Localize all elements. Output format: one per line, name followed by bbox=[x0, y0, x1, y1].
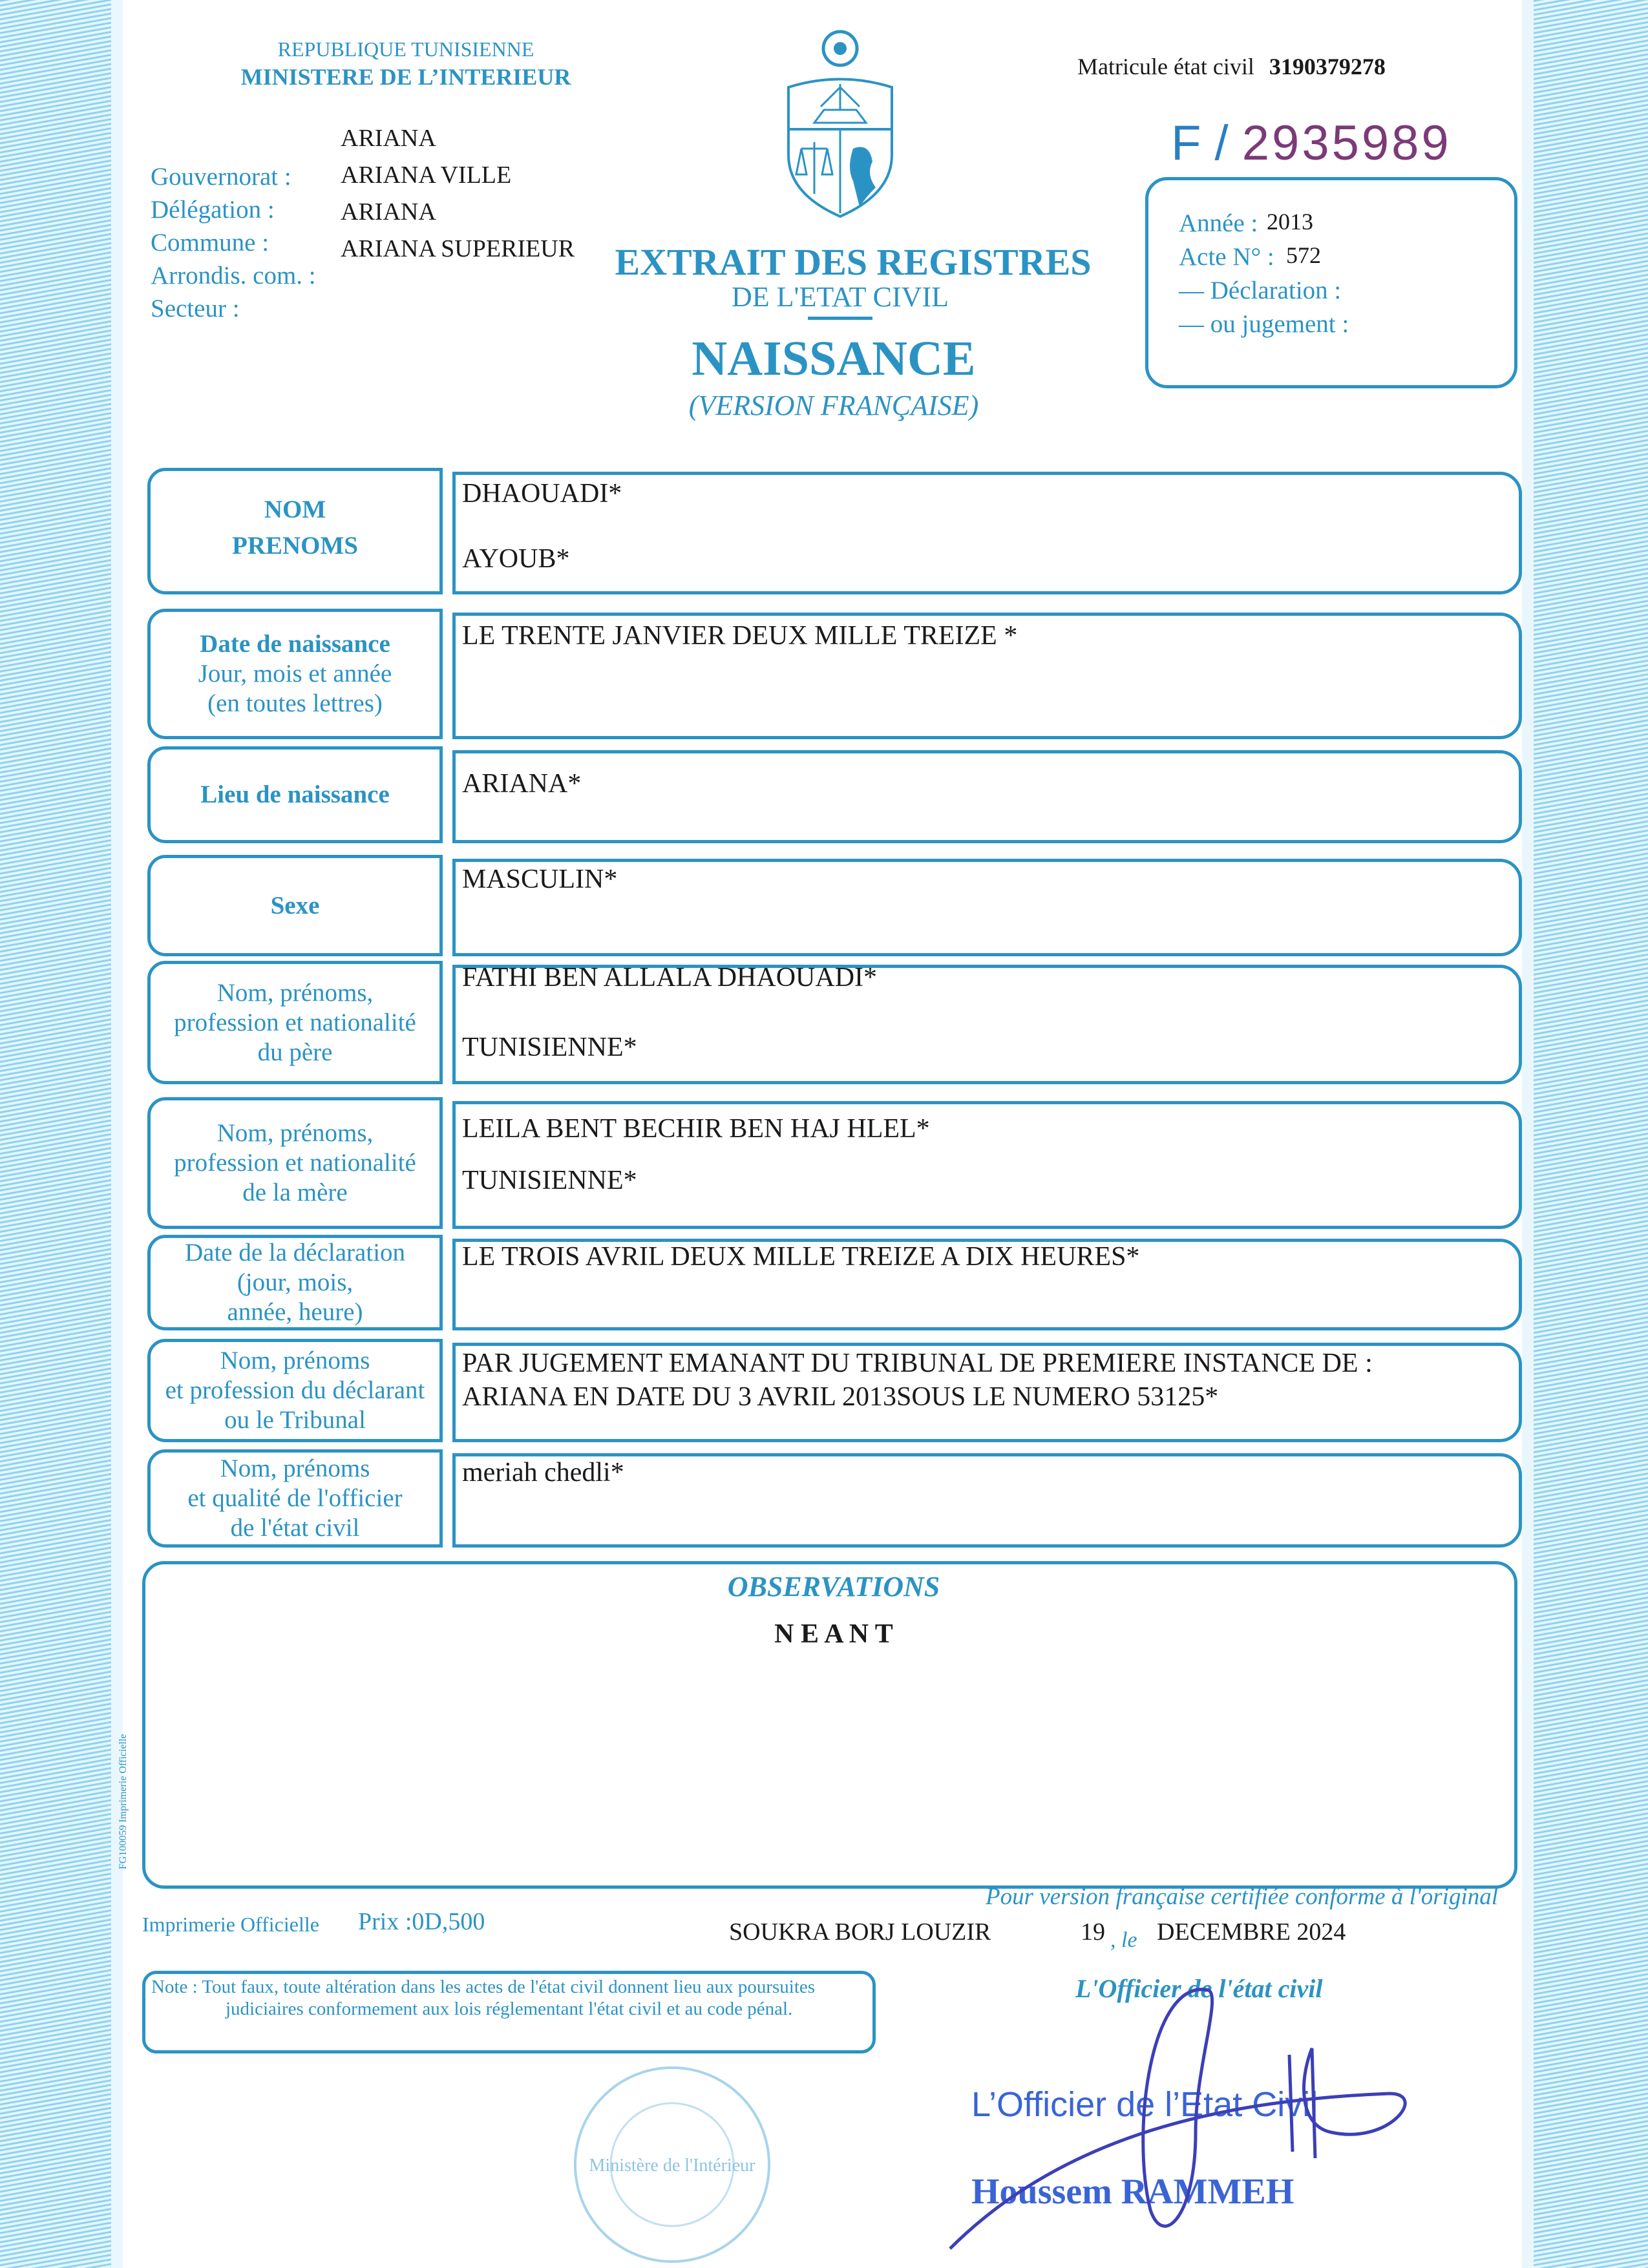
location-labels bbox=[151, 160, 316, 325]
row-mere-value: TUNISIENNE* bbox=[462, 1166, 637, 1195]
le-label: , le bbox=[1110, 1928, 1137, 1952]
observations-label: OBSERVATIONS bbox=[727, 1571, 940, 1602]
republic-label: REPUBLIQUE TUNISIENNE bbox=[277, 37, 534, 61]
serial-number bbox=[1171, 115, 1452, 171]
acte-label: Acte N° : bbox=[1179, 243, 1274, 271]
row-mere-label-line: de la mère bbox=[242, 1179, 348, 1206]
serial-prefix: F / bbox=[1171, 116, 1229, 171]
row-declarant-label bbox=[147, 1339, 443, 1442]
row-date-label-line: Date de naissance bbox=[200, 630, 390, 658]
certified-text: Pour version française certifiée conforme à l'original bbox=[986, 1884, 1499, 1910]
commune-value: ARIANA SUPERIEUR bbox=[341, 235, 575, 262]
row-declarant-label-line: ou le Tribunal bbox=[224, 1406, 366, 1434]
row-officier-value: meriah chedli* bbox=[462, 1458, 624, 1487]
delegation-value: ARIANA bbox=[341, 198, 436, 226]
acte-labels bbox=[1179, 207, 1349, 341]
row-declarant-value: PAR JUGEMENT EMANANT DU TRIBUNAL DE PREMIERE INSTANCE DE : bbox=[462, 1349, 1373, 1378]
row-declarant-label-line: et profession du déclarant bbox=[165, 1376, 425, 1404]
row-date-value: LE TRENTE JANVIER DEUX MILLE TREIZE * bbox=[462, 621, 1018, 651]
date-value: DECEMBRE 2024 bbox=[1157, 1918, 1346, 1946]
row-officier-label-line: Nom, prénoms bbox=[220, 1454, 370, 1482]
matricule-value: 3190379278 bbox=[1269, 54, 1386, 79]
row-declaration-label-line: (jour, mois, bbox=[237, 1268, 354, 1296]
tunisia-coat-of-arms-icon bbox=[776, 26, 905, 220]
officer-title: L'Officier de l'état civil bbox=[1075, 1974, 1323, 2003]
matricule bbox=[1077, 53, 1386, 80]
left-guilloche-border bbox=[0, 0, 123, 2268]
stamp-officer-title: L’Officier de l’Etat Civil bbox=[971, 2085, 1318, 2124]
row-lieu-value: ARIANA* bbox=[462, 769, 582, 799]
commune-label: Commune : bbox=[151, 229, 269, 257]
observations-value: N E A N T bbox=[774, 1619, 893, 1649]
signature-icon bbox=[937, 1938, 1454, 2262]
row-declaration-label bbox=[147, 1235, 443, 1330]
row-date-label bbox=[147, 609, 443, 739]
row-nom-value: AYOUB* bbox=[462, 544, 570, 574]
jugement-label: — ou jugement : bbox=[1179, 310, 1349, 338]
printer-label: Imprimerie Officielle bbox=[142, 1913, 319, 1936]
row-pere-label-line: profession et nationalité bbox=[174, 1008, 416, 1036]
title-version: (VERSION FRANÇAISE) bbox=[688, 390, 979, 421]
stamp-officer-name: Houssem RAMMEH bbox=[971, 2172, 1294, 2212]
row-pere-value: FATHI BEN ALLALA DHAOUADI* bbox=[462, 963, 878, 992]
row-pere-value: TUNISIENNE* bbox=[462, 1033, 637, 1062]
row-nom-label-line: NOM bbox=[264, 496, 326, 523]
title-naissance: NAISSANCE bbox=[692, 331, 976, 386]
row-date-label-line: (en toutes lettres) bbox=[207, 689, 383, 717]
day-value: 19 bbox=[1081, 1918, 1105, 1946]
row-declaration-value: LE TROIS AVRIL DEUX MILLE TREIZE A DIX HEURES* bbox=[462, 1242, 1140, 1272]
gouvernorat-label: Gouvernorat : bbox=[151, 163, 291, 191]
gouvernorat-value: ARIANA VILLE bbox=[341, 162, 512, 189]
ministry-label: MINISTERE DE L’INTERIEUR bbox=[240, 64, 571, 90]
row-officier-label bbox=[147, 1449, 443, 1548]
row-date-label-line: Jour, mois et année bbox=[198, 660, 392, 688]
annee-value: 2013 bbox=[1267, 209, 1313, 235]
matricule-label: Matricule état civil bbox=[1077, 54, 1254, 79]
annee-label: Année : bbox=[1179, 209, 1258, 237]
legal-note: Note : Tout faux, toute altération dans les actes de l'état civil donnent lieu aux poursuites judiciaires conformement aux lois réglementant l'état civil et au code pénal. bbox=[151, 1977, 816, 2019]
row-declaration-label-line: Date de la déclaration bbox=[184, 1239, 406, 1266]
row-nom-value: DHAOUADI* bbox=[462, 479, 622, 509]
row-pere-label bbox=[147, 961, 443, 1084]
row-sexe-label bbox=[147, 855, 443, 956]
row-pere-label-line: du père bbox=[257, 1038, 333, 1066]
title-etat-civil: DE L'ETAT CIVIL bbox=[732, 281, 949, 313]
declaration-label: — Déclaration : bbox=[1179, 277, 1342, 304]
row-pere-label-line: Nom, prénoms, bbox=[217, 978, 374, 1007]
row-lieu-label-line: Lieu de naissance bbox=[200, 781, 390, 808]
location-values bbox=[341, 120, 575, 268]
row-mere-label-line: Nom, prénoms, bbox=[217, 1119, 374, 1147]
price-label: Prix :0D,500 bbox=[358, 1908, 485, 1935]
title-divider bbox=[808, 317, 872, 320]
row-declaration-label-line: année, heure) bbox=[227, 1298, 363, 1326]
secteur-label: Secteur : bbox=[151, 295, 240, 322]
place-value: SOUKRA BORJ LOUZIR bbox=[729, 1918, 991, 1946]
row-mere-value: LEILA BENT BECHIR BEN HAJ HLEL* bbox=[462, 1114, 930, 1144]
row-mere-label-line: profession et nationalité bbox=[174, 1149, 416, 1177]
arrondis-label: Arrondis. com. : bbox=[151, 262, 316, 289]
title-extrait: EXTRAIT DES REGISTRES bbox=[615, 241, 1092, 283]
delegation-label: Délégation : bbox=[151, 196, 275, 224]
row-sexe-value: MASCULIN* bbox=[462, 865, 618, 894]
row-declarant-value: ARIANA EN DATE DU 3 AVRIL 2013SOUS LE NUMERO 53125* bbox=[462, 1382, 1219, 1412]
row-officier-label-line: et qualité de l'officier bbox=[187, 1484, 403, 1512]
row-declarant-label-line: Nom, prénoms bbox=[220, 1347, 370, 1374]
serial-value: 2935989 bbox=[1241, 116, 1452, 171]
row-lieu-label bbox=[147, 746, 443, 843]
acte-value: 572 bbox=[1286, 242, 1321, 268]
row-lieu-value-box bbox=[452, 750, 1522, 843]
row-mere-label bbox=[147, 1097, 443, 1229]
row-sexe-label-line: Sexe bbox=[270, 891, 320, 919]
row-officier-label-line: de l'état civil bbox=[230, 1514, 360, 1542]
row-nom-label bbox=[147, 468, 443, 594]
region-value: ARIANA bbox=[341, 125, 436, 152]
observations-box bbox=[142, 1561, 1517, 1889]
row-nom-label-line: PRENOMS bbox=[232, 532, 358, 560]
official-seal-icon bbox=[569, 2064, 776, 2265]
seal-text: Ministère de l'Intérieur bbox=[589, 2156, 755, 2176]
printer-code: FG100059 Imprimerie Officielle bbox=[118, 1734, 129, 1869]
right-guilloche-border bbox=[1522, 0, 1648, 2268]
